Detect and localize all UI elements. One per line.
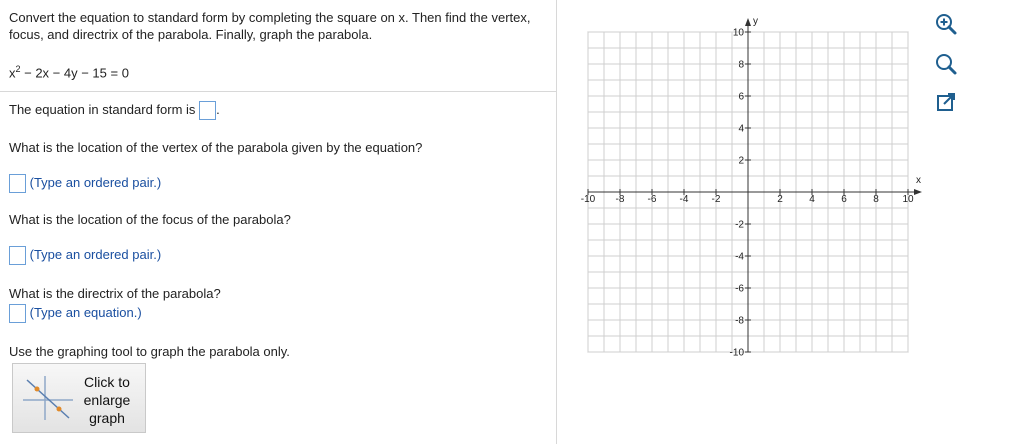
vertex-question: What is the location of the vertex of the parabola given by the equation? xyxy=(9,140,423,155)
x-axis-label: x xyxy=(916,175,921,186)
x-tick-label: 2 xyxy=(777,194,783,205)
x-tick-label: 8 xyxy=(873,194,879,205)
directrix-question: What is the directrix of the parabola? xyxy=(9,286,221,301)
question-title: Convert the equation to standard form by completing the square on x. Then find the vertex, focus, and directrix of the parabola. Finally, graph the parabola. xyxy=(9,10,531,42)
section-divider xyxy=(0,91,556,92)
x-tick-label: -10 xyxy=(580,194,596,205)
y-tick-label: 6 xyxy=(738,91,744,103)
y-tick-label: -2 xyxy=(735,219,744,231)
vertex-hint: (Type an ordered pair.) xyxy=(29,174,162,190)
standard-form-row: The equation in standard form is . xyxy=(9,101,220,120)
y-tick-label: -6 xyxy=(735,283,744,295)
x-tick-label: 4 xyxy=(809,194,815,205)
focus-answer-row xyxy=(9,246,161,265)
y-tick-label: -8 xyxy=(735,315,744,327)
vertex-answer-row xyxy=(9,174,161,193)
y-tick-label: 2 xyxy=(738,155,744,167)
zoom-out-icon[interactable] xyxy=(934,52,958,76)
y-tick-label: 4 xyxy=(738,123,744,135)
standard-form-answer-box[interactable] xyxy=(199,101,216,120)
x-axis-arrow xyxy=(914,189,922,195)
x-tick-label: -4 xyxy=(679,194,689,205)
directrix-answer-row xyxy=(9,304,142,323)
graph-instruction: Use the graphing tool to graph the parabola only. xyxy=(9,344,290,359)
focus-hint: (Type an ordered pair.) xyxy=(29,246,162,262)
y-tick-label: 8 xyxy=(738,59,744,71)
y-tick-label: -10 xyxy=(729,347,744,359)
x-tick-label: -6 xyxy=(647,194,657,205)
x-tick-label: -2 xyxy=(711,194,721,205)
panel-divider xyxy=(556,0,557,444)
directrix-answer-box[interactable] xyxy=(9,304,26,323)
focus-answer-box[interactable] xyxy=(9,246,26,265)
focus-question: What is the location of the focus of the parabola? xyxy=(9,212,291,227)
question-equation: $x^2 - 2x - 4y - 15 = 0$ xyxy=(9,64,129,81)
x-tick-label: -8 xyxy=(615,194,625,205)
y-axis-label: y xyxy=(753,16,758,27)
vertex-answer-box[interactable] xyxy=(9,174,26,193)
popout-icon[interactable] xyxy=(934,90,958,114)
zoom-in-icon[interactable] xyxy=(934,12,958,36)
y-tick-label: 10 xyxy=(732,27,744,39)
y-axis-arrow xyxy=(745,18,751,26)
enlarge-graph-button[interactable]: Click to enlarge graph xyxy=(12,363,146,433)
y-tick-label: -4 xyxy=(735,251,744,263)
graph-thumbnail-icon xyxy=(19,374,75,422)
x-tick-label: 10 xyxy=(902,194,914,205)
directrix-hint: (Type an equation.) xyxy=(29,304,142,320)
coordinate-graph[interactable] xyxy=(573,14,923,359)
x-tick-label: 6 xyxy=(841,194,847,205)
